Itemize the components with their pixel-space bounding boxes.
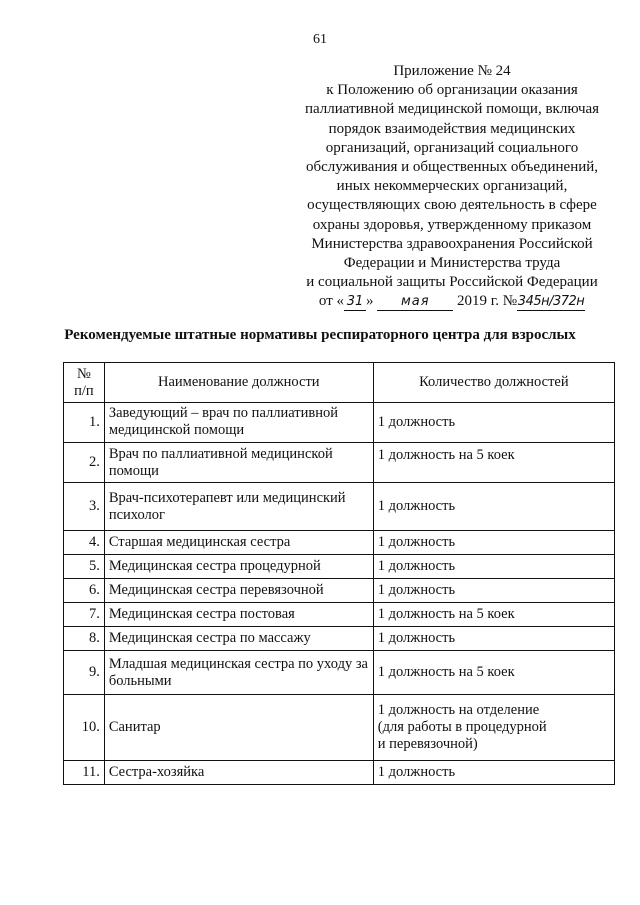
date-prefix: от «: [318, 293, 345, 310]
table-row: [64, 579, 615, 603]
row-quantity: 1 должность на 5 коек: [373, 443, 614, 483]
row-num: 2.: [64, 443, 105, 483]
appendix-block: [286, 62, 618, 312]
row-num: 10.: [64, 695, 105, 761]
row-num: 1.: [64, 403, 105, 443]
row-quantity: 1 должность: [373, 761, 614, 785]
appendix-line: иных некоммерческих организаций,: [336, 178, 568, 195]
header-num: № п/п: [64, 363, 105, 403]
header-qty: Количество должностей: [373, 363, 614, 403]
row-position: Медицинская сестра постовая: [104, 603, 373, 627]
row-position: Врач-психотерапевт или медицинский психолог: [104, 483, 373, 531]
appendix-line: охраны здоровья, утвержденному приказом: [312, 216, 592, 233]
row-num: 7.: [64, 603, 105, 627]
appendix-line: осуществляющих свою деятельность в сфере: [307, 197, 597, 214]
row-num: 11.: [64, 761, 105, 785]
appendix-line: Министерства здравоохранения Российской: [311, 235, 593, 252]
row-quantity: 1 должность на 5 коек: [373, 651, 614, 695]
handwritten-month: мая: [377, 294, 453, 311]
page-number: 61: [313, 32, 327, 47]
handwritten-order-number: 345н/372н: [517, 294, 585, 310]
row-position: Медицинская сестра перевязочной: [104, 579, 373, 603]
document-title: Рекомендуемые штатные нормативы респираторного центра для взрослых: [64, 327, 576, 343]
row-num: 5.: [64, 555, 105, 579]
table-row: [64, 483, 615, 531]
row-quantity: 1 должность: [373, 627, 614, 651]
table-row: [64, 603, 615, 627]
row-position: Медицинская сестра процедурной: [104, 555, 373, 579]
table-row: [64, 531, 615, 555]
row-position: Старшая медицинская сестра: [104, 531, 373, 555]
row-num: 3.: [64, 483, 105, 531]
row-quantity: 1 должность на отделение (для работы в процедурной и перевязочной): [373, 695, 614, 761]
appendix-line: и социальной защиты Российской Федерации: [306, 274, 598, 291]
row-num: 6.: [64, 579, 105, 603]
appendix-line: Федерации и Министерства труда: [343, 255, 561, 272]
table-row: [64, 403, 615, 443]
table-row: [64, 443, 615, 483]
row-quantity: 1 должность: [373, 531, 614, 555]
row-position: Медицинская сестра по массажу: [104, 627, 373, 651]
table-row: [64, 627, 615, 651]
date-mid: »: [366, 293, 374, 310]
appendix-line: обслуживания и общественных объединений,: [305, 159, 599, 176]
table-row: [64, 555, 615, 579]
row-num: 8.: [64, 627, 105, 651]
row-position: Заведующий – врач по паллиативной медицинской помощи: [104, 403, 373, 443]
row-num: 9.: [64, 651, 105, 695]
table-row: [64, 651, 615, 695]
table-row: [64, 761, 615, 785]
staffing-table: [63, 362, 615, 785]
order-date-line: [286, 292, 618, 311]
row-position: Младшая медицинская сестра по уходу за больными: [104, 651, 373, 695]
appendix-line: Приложение № 24: [393, 63, 511, 79]
row-quantity: 1 должность: [373, 579, 614, 603]
row-num: 4.: [64, 531, 105, 555]
handwritten-day: 31: [344, 294, 366, 311]
appendix-line: организаций, организаций социального: [325, 139, 579, 156]
row-quantity: 1 должность на 5 коек: [373, 603, 614, 627]
row-position: Санитар: [104, 695, 373, 761]
appendix-line: паллиативной медицинской помощи, включая: [304, 101, 600, 118]
row-position: Сестра-хозяйка: [104, 761, 373, 785]
row-quantity: 1 должность: [373, 555, 614, 579]
header-name: Наименование должности: [104, 363, 373, 403]
table-row: [64, 695, 615, 761]
row-position: Врач по паллиативной медицинской помощи: [104, 443, 373, 483]
row-quantity: 1 должность: [373, 483, 614, 531]
table-header-row: [64, 363, 615, 403]
appendix-line: порядок взаимодействия медицинских: [328, 120, 576, 137]
appendix-line: к Положению об организации оказания: [326, 82, 578, 99]
date-year: 2019 г. №: [457, 293, 518, 310]
row-quantity: 1 должность: [373, 403, 614, 443]
